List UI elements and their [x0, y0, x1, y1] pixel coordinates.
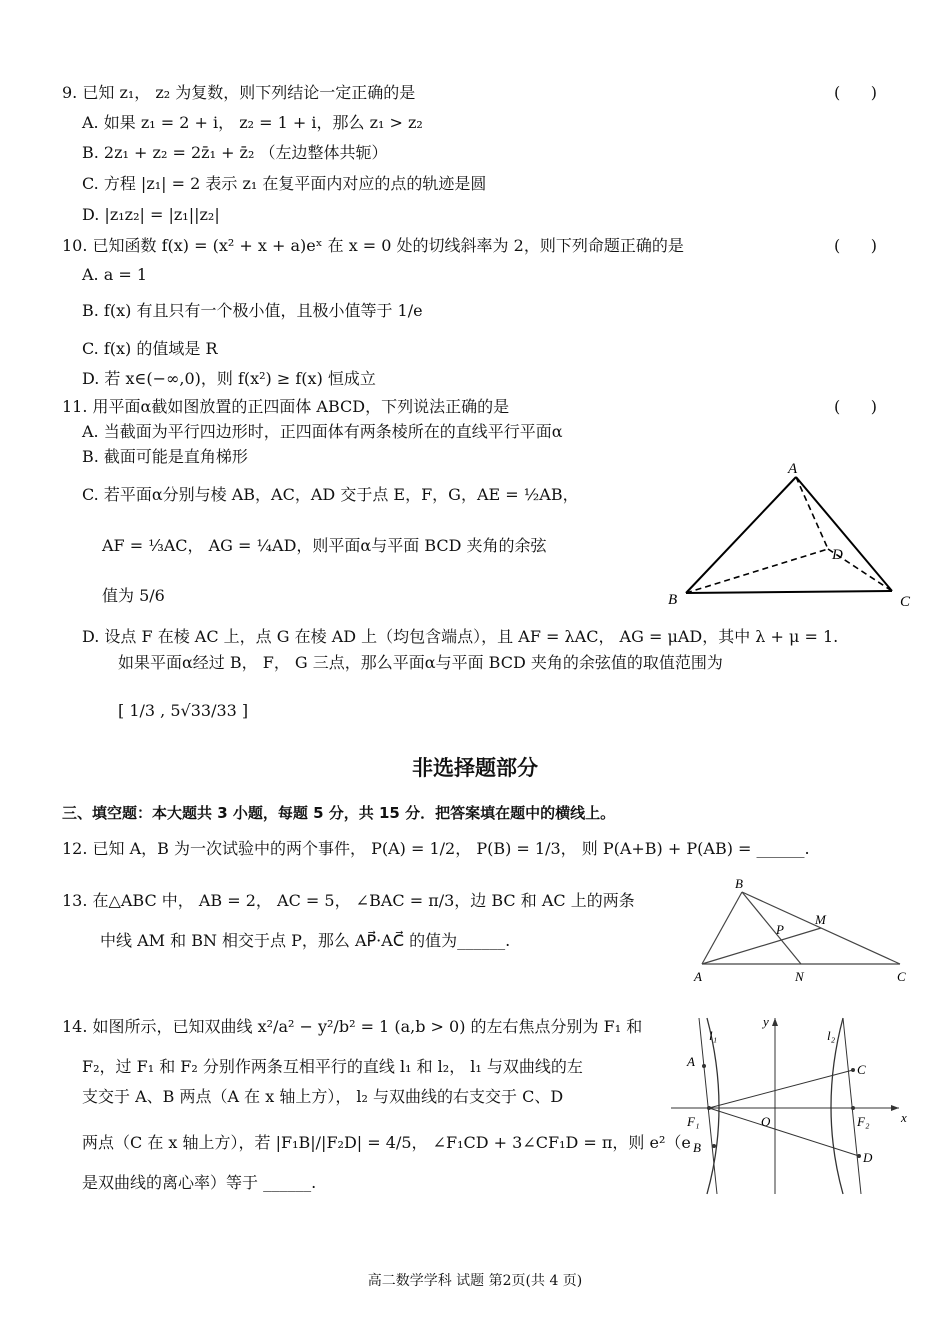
q9-answer-paren: ( ) — [834, 83, 877, 102]
tetrahedron-figure — [660, 455, 920, 615]
q9-option-a: A. 如果 z₁ = 2 + i， z₂ = 1 + i，那么 z₁ > z₂ — [82, 113, 423, 132]
triangle-figure — [688, 874, 918, 986]
q11-option-c-line3: 值为 5/6 — [102, 586, 165, 605]
tetra-label-d: D — [832, 547, 843, 563]
q13-line1: 13. 在△ABC 中， AB = 2， AC = 5， ∠BAC = π/3，边 BC 和 AC 上的两条 — [62, 891, 635, 910]
q9-option-c: C. 方程 |z₁| = 2 表示 z₁ 在复平面内对应的点的轨迹是圆 — [82, 174, 487, 193]
q11-stem: 11. 用平面α截如图放置的正四面体 ABCD，下列说法正确的是 — [62, 397, 510, 416]
q14-line1: 14. 如图所示，已知双曲线 x²/a² − y²/b² = 1 (a,b > 0) 的左右焦点分别为 F₁ 和 — [62, 1017, 643, 1036]
q11-option-d-line1: D. 设点 F 在棱 AC 上，点 G 在棱 AD 上（均包含端点），且 AF = λAC， AG = μAD，其中 λ + μ = 1. — [82, 627, 839, 646]
q10-option-c: C. f(x) 的值域是 R — [82, 339, 218, 358]
hyp-label-y: y — [763, 1014, 769, 1029]
tri-label-c: C — [897, 969, 906, 984]
tri-label-p: P — [776, 922, 784, 937]
tri-label-b: B — [735, 876, 743, 891]
hyp-label-f1: F₁ — [687, 1114, 700, 1129]
q10-stem: 10. 已知函数 f(x) = (x² + x + a)eˣ 在 x = 0 处的切线斜率为 2，则下列命题正确的是 — [62, 236, 684, 255]
q10-answer-paren: ( ) — [834, 236, 877, 255]
q14-line4: 两点（C 在 x 轴上方），若 |F₁B|/|F₂D| = 4/5， ∠F₁CD + 3∠CF₁D = π，则 e²（e — [82, 1133, 691, 1152]
hyp-label-l1: l₁ — [709, 1028, 718, 1043]
q9-option-b: B. 2z₁ + z₂ = 2z̄₁ + z̄₂ （左边整体共轭） — [82, 143, 388, 162]
hyp-label-l2: l₂ — [827, 1028, 836, 1043]
q9-stem: 9. 已知 z₁， z₂ 为复数，则下列结论一定正确的是 — [62, 83, 416, 102]
q11-option-c-line2: AF = ⅓AC， AG = ¼AD，则平面α与平面 BCD 夹角的余弦 — [102, 536, 547, 555]
q11-option-d-line2: 如果平面α经过 B， F， G 三点，那么平面α与平面 BCD 夹角的余弦值的取值范围为 — [118, 653, 723, 672]
q13-line2: 中线 AM 和 BN 相交于点 P，那么 AP⃗·AC⃗ 的值为______. — [100, 931, 511, 950]
hyp-label-d: D — [863, 1150, 873, 1165]
fill-in-section-header: 三、填空题：本大题共 3 小题，每题 5 分，共 15 分．把答案填在题中的横线上。 — [62, 804, 616, 822]
q11-option-c-line1: C. 若平面α分别与棱 AB，AC，AD 交于点 E，F，G，AE = ½AB， — [82, 485, 579, 504]
q9-option-d: D. |z₁z₂| = |z₁||z₂| — [82, 205, 220, 224]
hyp-label-x: x — [901, 1110, 907, 1125]
page-footer: 高二数学学科 试题 第2页(共 4 页) — [367, 1273, 583, 1289]
q11-option-b: B. 截面可能是直角梯形 — [82, 447, 248, 466]
tetra-label-a: A — [788, 461, 798, 477]
hyp-label-c: C — [857, 1062, 866, 1077]
hyp-label-o: O — [761, 1114, 771, 1129]
q12-text: 12. 已知 A，B 为一次试验中的两个事件， P(A) = 1/2， P(B) = 1/3， 则 P(A+B) + P(AB) = ______. — [62, 839, 810, 858]
hyp-label-b: B — [693, 1140, 701, 1155]
tetra-label-b: B — [668, 592, 678, 608]
hyperbola-figure — [665, 1010, 915, 1196]
q14-line3: 支交于 A、B 两点（A 在 x 轴上方）， l₂ 与双曲线的右支交于 C、D — [82, 1087, 564, 1106]
tri-label-m: M — [815, 912, 826, 927]
q11-option-d-line3: [ 1/3 , 5√33/33 ] — [118, 701, 249, 720]
q10-option-a: A. a = 1 — [82, 265, 148, 284]
hyp-label-f2: F₂ — [857, 1114, 870, 1129]
q11-option-a: A. 当截面为平行四边形时，正四面体有两条棱所在的直线平行平面α — [82, 422, 563, 441]
tetra-label-c: C — [900, 594, 911, 610]
hyp-label-a: A — [687, 1054, 695, 1069]
tri-label-a: A — [694, 969, 702, 984]
q14-line5: 是双曲线的离心率）等于 ______. — [82, 1173, 317, 1192]
section-title: 非选择题部分 — [412, 756, 538, 780]
q11-answer-paren: ( ) — [834, 397, 877, 416]
q10-option-d: D. 若 x∈(−∞,0)，则 f(x²) ≥ f(x) 恒成立 — [82, 369, 376, 388]
q10-option-b: B. f(x) 有且只有一个极小值，且极小值等于 1/e — [82, 301, 423, 320]
tri-label-n: N — [795, 969, 804, 984]
q14-line2: F₂，过 F₁ 和 F₂ 分别作两条互相平行的直线 l₁ 和 l₂， l₁ 与双曲线的左 — [82, 1057, 583, 1076]
